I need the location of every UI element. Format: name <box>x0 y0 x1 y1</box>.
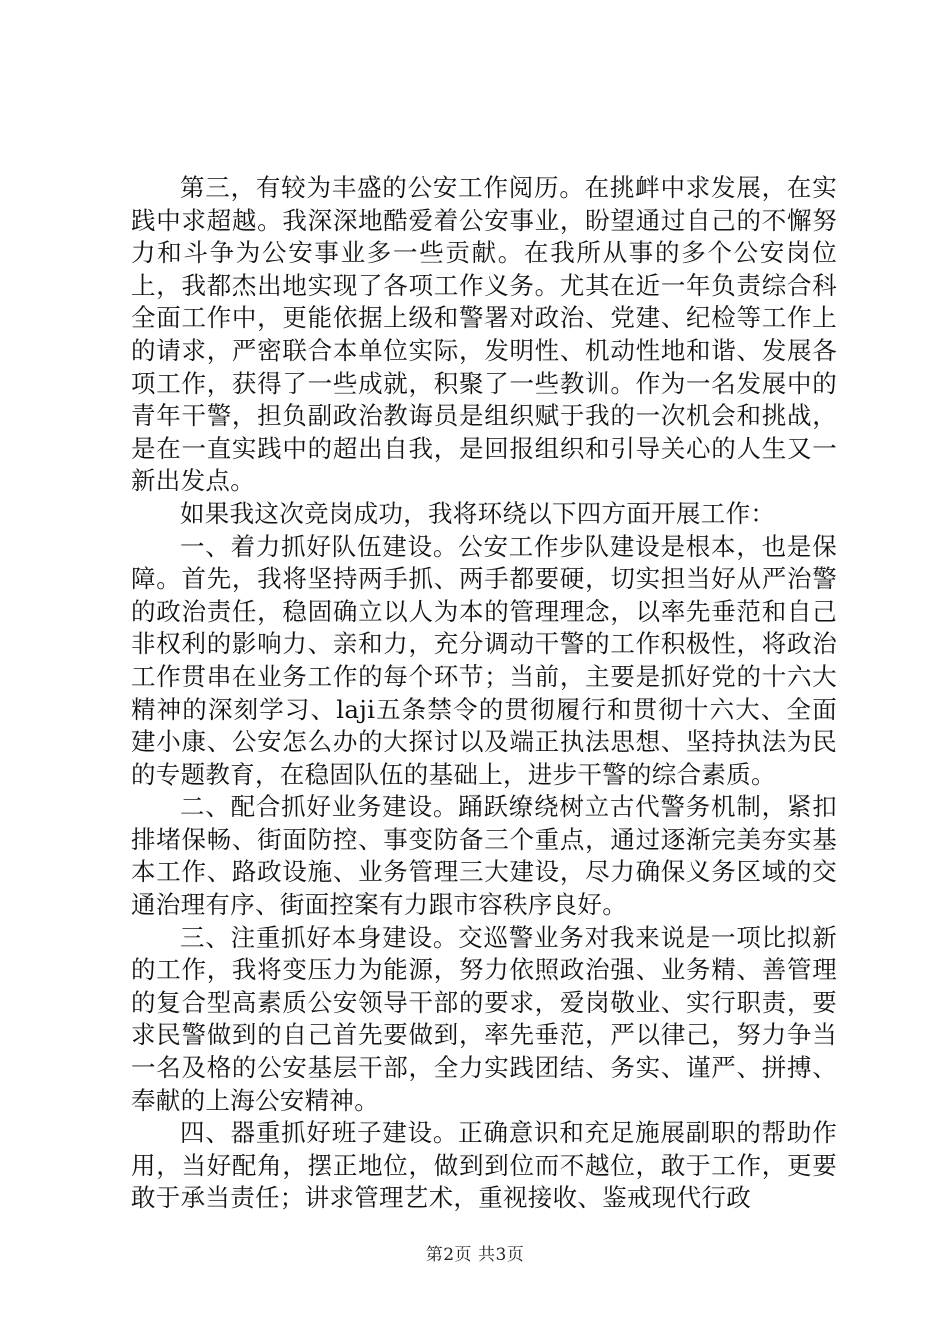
paragraph-leadership-building: 四、器重抓好班子建设。正确意识和充足施展副职的帮助作用，当好配角，摆正地位，做到到位而不越位，敢于工作，更要敢于承当责任；讲求管理艺术，重视接收、鉴戒现代行政 <box>131 1118 837 1213</box>
paragraph-team-building: 一、着力抓好队伍建设。公安工作步队建设是根本，也是保障。首先，我将坚持两手抓、两手都要硬，切实担当好从严治警的政治责任，稳固确立以人为本的管理理念，以率先垂范和自己非权利的影响力、亲和力，充分调动干警的工作积极性，将政治工作贯串在业务工作的每个环节；当前，主要是抓好党的十六大精神的深刻学习、laji五条禁令的贯彻履行和贯彻十六大、全面建小康、公安怎么办的大探讨以及端正执法思想、坚持执法为民的专题教育，在稳固队伍的基础上，进步干警的综合素质。 <box>131 531 837 789</box>
paragraph-self-building: 三、注重抓好本身建设。交巡警业务对我来说是一项比拟新的工作，我将变压力为能源，努力依照政治强、业务精、善管理的复合型高素质公安领导干部的要求，爱岗敬业、实行职责，要求民警做到的自己首先要做到，率先垂范，严以律己，努力争当一名及格的公安基层干部，全力实践团结、务实、谨严、拼搏、奉献的上海公安精神。 <box>131 922 837 1115</box>
document-body <box>131 172 837 1215</box>
paragraph-experience: 第三，有较为丰盛的公安工作阅历。在挑衅中求发展，在实践中求超越。我深深地酷爱着公安事业，盼望通过自己的不懈努力和斗争为公安事业多一些贡献。在我所从事的多个公安岗位上，我都杰出地实现了各项工作义务。尤其在近一年负责综合科全面工作中，更能依据上级和警署对政治、党建、纪检等工作上的请求，严密联合本单位实际，发明性、机动性地和谐、发展各项工作，获得了一些成就，积聚了一些教训。作为一名发展中的青年干警，担负副政治教诲员是组织赋于我的一次机会和挑战，是在一直实践中的超出自我，是回报组织和引导关心的人生又一新出发点。 <box>131 173 837 496</box>
paragraph-intro-plan: 如果我这次竞岗成功，我将环绕以下四方面开展工作： <box>180 498 776 528</box>
page-footer: 第2页 共3页 <box>425 1245 525 1265</box>
paragraph-business-building: 二、配合抓好业务建设。踊跃缭绕树立古代警务机制，紧扣排堵保畅、街面防控、事变防备三个重点，通过逐渐完美夯实基本工作、路政设施、业务管理三大建设，尽力确保义务区域的交通治理有序、街面控案有力跟市容秩序良好。 <box>131 792 837 920</box>
